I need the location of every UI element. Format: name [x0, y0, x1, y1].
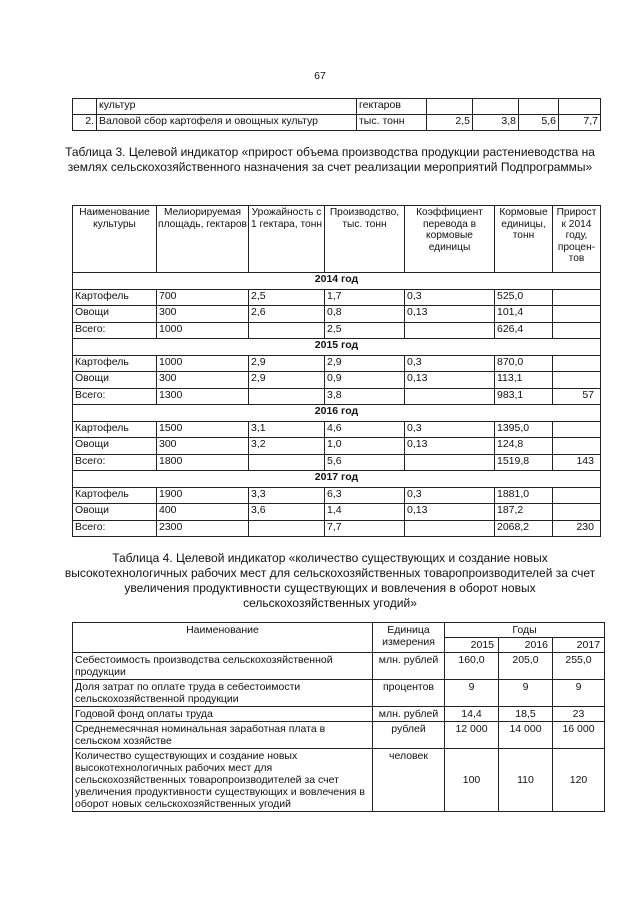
- value-cell: 3,2: [249, 438, 325, 455]
- value-cell: [249, 520, 325, 537]
- unit-cell: человек: [373, 749, 445, 812]
- value-cell: 2,9: [325, 355, 405, 372]
- value-cell: 7,7: [325, 520, 405, 537]
- value-cell: [405, 388, 495, 405]
- value-cell: 3,8: [473, 115, 519, 131]
- value-cell: 113,1: [495, 372, 553, 389]
- value-cell: 5,6: [519, 115, 559, 131]
- value-cell: 1881,0: [495, 487, 553, 504]
- value-cell: 6,3: [325, 487, 405, 504]
- value-cell: 2300: [157, 520, 249, 537]
- value-cell: 2,5: [325, 322, 405, 339]
- value-cell: 0,9: [325, 372, 405, 389]
- column-header: Наименование: [73, 623, 373, 653]
- column-header: Наименование культуры: [73, 206, 157, 273]
- year-label: 2016 год: [73, 405, 601, 422]
- value-cell: 120: [553, 749, 605, 812]
- indicator-name: Среднемесячная номинальная заработная плата в сельском хозяйстве: [73, 722, 373, 749]
- row-unit: гектаров: [357, 99, 427, 115]
- value-cell: [249, 388, 325, 405]
- value-cell: 23: [553, 707, 605, 722]
- value-cell: 2,6: [249, 306, 325, 323]
- table-row: [73, 454, 601, 471]
- value-cell: 1519,8: [495, 454, 553, 471]
- indicator-name: Количество существующих и создание новых высокотехнологичных рабочих мест для сельскохозяйственных товаропроизводителей за счет увеличения продуктивности существующих и вовлечения в оборот новых сельскохозяйственных угодий: [73, 749, 373, 812]
- value-cell: [553, 289, 601, 306]
- value-cell: 3,1: [249, 421, 325, 438]
- value-cell: 1800: [157, 454, 249, 471]
- value-cell: 12 000: [445, 722, 499, 749]
- value-cell: [553, 306, 601, 323]
- table-row: [73, 421, 601, 438]
- value-cell: 0,3: [405, 289, 495, 306]
- table-row: [73, 372, 601, 389]
- crop-name: Картофель: [73, 289, 157, 306]
- table-row: [73, 355, 601, 372]
- table4-caption: Таблица 4. Целевой индикатор «количество существующих и создание новых высокотехнологичных рабочих мест для сельскохозяйственных товаропроизводителей за счет увеличения продуктивности существующих и вовлечения в оборот новых сельскохозяйственных угодий»: [64, 551, 596, 610]
- value-cell: 9: [499, 680, 553, 707]
- value-cell: 1900: [157, 487, 249, 504]
- value-cell: 9: [445, 680, 499, 707]
- table3-body: [73, 273, 601, 537]
- crop-name: Овощи: [73, 438, 157, 455]
- crop-name: Картофель: [73, 421, 157, 438]
- top-continuation-table: [72, 98, 601, 131]
- year-row: [73, 405, 601, 422]
- crop-name: Овощи: [73, 306, 157, 323]
- value-cell: 525,0: [495, 289, 553, 306]
- crop-name: Овощи: [73, 372, 157, 389]
- table-row: [73, 289, 601, 306]
- unit-cell: млн. рублей: [373, 707, 445, 722]
- crop-name: Всего:: [73, 520, 157, 537]
- column-header: Мелиорируемая площадь, гектаров: [157, 206, 249, 273]
- value-cell: 4,6: [325, 421, 405, 438]
- value-cell: 400: [157, 504, 249, 521]
- column-header: Коэффициент перевода в кормовые единицы: [405, 206, 495, 273]
- value-cell: 14,4: [445, 707, 499, 722]
- value-cell: [553, 372, 601, 389]
- page-number: 67: [314, 70, 326, 82]
- crop-name: Всего:: [73, 388, 157, 405]
- value-cell: [553, 421, 601, 438]
- table3-caption: Таблица 3. Целевой индикатор «прирост объема производства продукции растениеводства на землях сельскохозяйственного назначения за счет реализации мероприятий Подпрограммы»: [65, 145, 595, 174]
- value-cell: 0,8: [325, 306, 405, 323]
- table4-body: [73, 653, 605, 812]
- year-header: 2016: [499, 638, 553, 653]
- value-cell: 0,3: [405, 487, 495, 504]
- column-header: Производство, тыс. тонн: [325, 206, 405, 273]
- crop-name: Картофель: [73, 355, 157, 372]
- value-cell: 0,13: [405, 372, 495, 389]
- value-cell: 1,7: [325, 289, 405, 306]
- column-header: Кормовые единицы, тонн: [495, 206, 553, 273]
- value-cell: 300: [157, 372, 249, 389]
- row-number: 2.: [73, 115, 97, 131]
- value-cell: 160,0: [445, 653, 499, 680]
- value-cell: 300: [157, 438, 249, 455]
- column-header: Прирост к 2014 году, процен-тов: [553, 206, 601, 273]
- value-cell: 143: [553, 454, 601, 471]
- unit-cell: рублей: [373, 722, 445, 749]
- value-cell: 205,0: [499, 653, 553, 680]
- year-header: 2015: [445, 638, 499, 653]
- table-row: [73, 487, 601, 504]
- indicator-name: Себестоимость производства сельскохозяйственной продукции: [73, 653, 373, 680]
- value-cell: 255,0: [553, 653, 605, 680]
- row-name: культур: [97, 99, 357, 115]
- value-cell: 2,5: [427, 115, 473, 131]
- table-row: [73, 306, 601, 323]
- value-cell: [249, 322, 325, 339]
- table3: [72, 205, 601, 537]
- table-row: [73, 722, 605, 749]
- value-cell: 9: [553, 680, 605, 707]
- year-label: 2014 год: [73, 273, 601, 290]
- table4: [72, 622, 605, 812]
- year-label: 2015 год: [73, 339, 601, 356]
- value-cell: 187,2: [495, 504, 553, 521]
- value-cell: 2,9: [249, 355, 325, 372]
- value-cell: 230: [553, 520, 601, 537]
- value-cell: 0,13: [405, 306, 495, 323]
- value-cell: 3,8: [325, 388, 405, 405]
- unit-cell: млн. рублей: [373, 653, 445, 680]
- value-cell: 1,4: [325, 504, 405, 521]
- column-header: Единица измерения: [373, 623, 445, 653]
- value-cell: 100: [445, 749, 499, 812]
- value-cell: [553, 487, 601, 504]
- value-cell: 57: [553, 388, 601, 405]
- year-row: [73, 471, 601, 488]
- value-cell: [405, 520, 495, 537]
- value-cell: 626,4: [495, 322, 553, 339]
- value-cell: 700: [157, 289, 249, 306]
- value-cell: 3,6: [249, 504, 325, 521]
- table3-header-row: [73, 206, 601, 273]
- value-cell: 1000: [157, 322, 249, 339]
- value-cell: 870,0: [495, 355, 553, 372]
- row-unit: тыс. тонн: [357, 115, 427, 131]
- value-cell: [553, 438, 601, 455]
- table-row: [73, 115, 601, 131]
- row-name: Валовой сбор картофеля и овощных культур: [97, 115, 357, 131]
- value-cell: 300: [157, 306, 249, 323]
- value-cell: 124,8: [495, 438, 553, 455]
- value-cell: [553, 504, 601, 521]
- value-cell: 983,1: [495, 388, 553, 405]
- value-cell: 110: [499, 749, 553, 812]
- value-cell: 7,7: [559, 115, 601, 131]
- value-cell: 1395,0: [495, 421, 553, 438]
- table-row: [73, 680, 605, 707]
- year-label: 2017 год: [73, 471, 601, 488]
- value-cell: 0,13: [405, 438, 495, 455]
- value-cell: 0,3: [405, 355, 495, 372]
- value-cell: [553, 322, 601, 339]
- value-cell: 2,9: [249, 372, 325, 389]
- table4-header-row: [73, 623, 605, 638]
- value-cell: 18,5: [499, 707, 553, 722]
- table-row: [73, 438, 601, 455]
- indicator-name: Доля затрат по оплате труда в себестоимости сельскохозяйственной продукции: [73, 680, 373, 707]
- year-row: [73, 273, 601, 290]
- unit-cell: процентов: [373, 680, 445, 707]
- value-cell: [249, 454, 325, 471]
- crop-name: Овощи: [73, 504, 157, 521]
- table-row: [73, 322, 601, 339]
- column-header: Урожайность с 1 гектара, тонн: [249, 206, 325, 273]
- value-cell: 1500: [157, 421, 249, 438]
- indicator-name: Годовой фонд оплаты труда: [73, 707, 373, 722]
- table-row: [73, 388, 601, 405]
- value-cell: 1000: [157, 355, 249, 372]
- year-header: 2017: [553, 638, 605, 653]
- table-row: [73, 749, 605, 812]
- crop-name: Всего:: [73, 322, 157, 339]
- value-cell: 1,0: [325, 438, 405, 455]
- value-cell: [553, 355, 601, 372]
- value-cell: 2,5: [249, 289, 325, 306]
- table-row: [73, 653, 605, 680]
- table-row: [73, 520, 601, 537]
- table-row: [73, 707, 605, 722]
- column-header: Годы: [445, 623, 605, 638]
- crop-name: Всего:: [73, 454, 157, 471]
- value-cell: [405, 454, 495, 471]
- table-row: [73, 504, 601, 521]
- value-cell: 14 000: [499, 722, 553, 749]
- value-cell: 16 000: [553, 722, 605, 749]
- value-cell: [405, 322, 495, 339]
- table-row: [73, 99, 601, 115]
- value-cell: 101,4: [495, 306, 553, 323]
- value-cell: 3,3: [249, 487, 325, 504]
- year-row: [73, 339, 601, 356]
- value-cell: 1300: [157, 388, 249, 405]
- value-cell: 5,6: [325, 454, 405, 471]
- crop-name: Картофель: [73, 487, 157, 504]
- value-cell: 2068,2: [495, 520, 553, 537]
- value-cell: 0,3: [405, 421, 495, 438]
- value-cell: 0,13: [405, 504, 495, 521]
